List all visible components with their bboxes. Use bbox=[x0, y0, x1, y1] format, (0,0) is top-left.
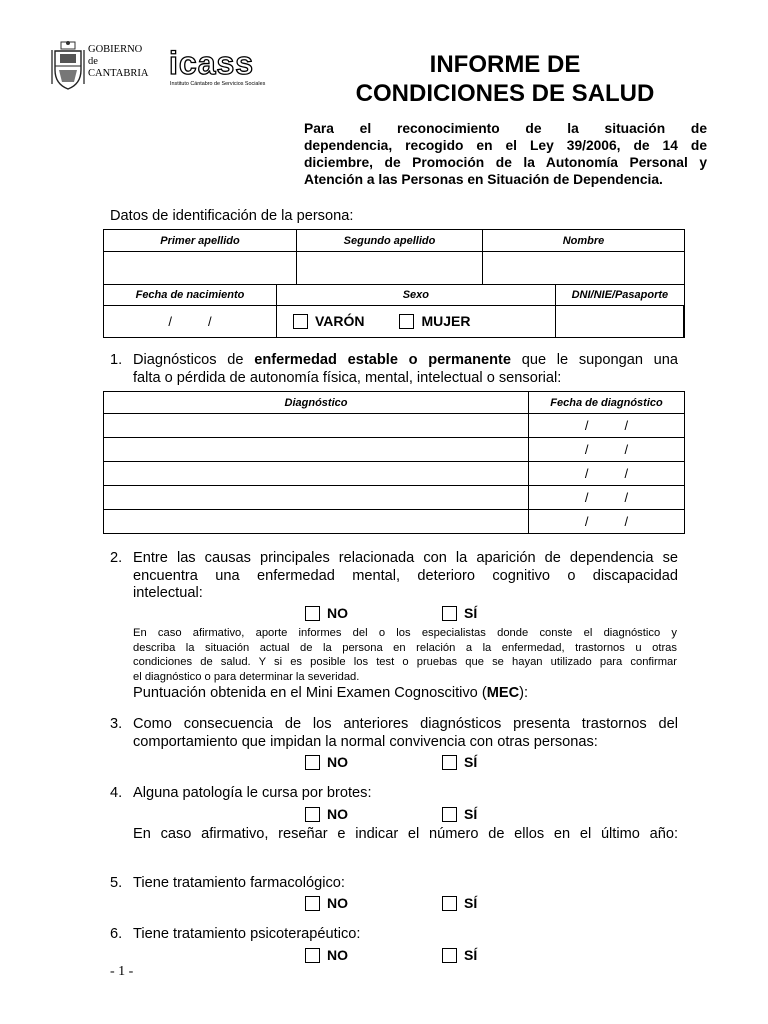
page-title-line-1: INFORME DE bbox=[429, 51, 581, 78]
dni-letter-field[interactable] bbox=[683, 306, 684, 338]
icass-logo bbox=[167, 40, 277, 92]
diagnosis-date-field[interactable] bbox=[529, 510, 685, 534]
diagnosis-date-field[interactable] bbox=[529, 414, 685, 438]
date-slashes: / / bbox=[584, 465, 629, 481]
q6-text: Tiene tratamiento psicoterapéutico: bbox=[133, 926, 361, 942]
mec-label-post: ): bbox=[519, 685, 529, 701]
q3-si-label: SÍ bbox=[464, 754, 478, 770]
varon-checkbox[interactable] bbox=[293, 314, 308, 329]
q2-options bbox=[305, 605, 348, 623]
coat-of-arms-icon bbox=[50, 40, 86, 92]
q2-no-label: NO bbox=[327, 605, 348, 621]
q6-no-checkbox[interactable] bbox=[305, 948, 320, 963]
q4-options-no bbox=[305, 806, 348, 824]
mec-label-pre: Puntuación obtenida en el Mini Examen Cognoscitivo ( bbox=[133, 685, 487, 701]
icass-wordmark: icass bbox=[169, 45, 255, 81]
gobierno-line-2: de bbox=[88, 56, 98, 67]
diagnosis-field[interactable] bbox=[104, 414, 529, 438]
q2-note-line: En caso afirmativo, aporte informes del o los especialistas donde conste el diagnóstico y bbox=[133, 627, 677, 639]
q2-options-si bbox=[442, 605, 477, 623]
q6-si-label: SÍ bbox=[464, 947, 478, 963]
q5-no-label: NO bbox=[327, 895, 348, 911]
q2-line: intelectual: bbox=[133, 585, 203, 601]
q2-si-checkbox[interactable] bbox=[442, 606, 457, 621]
gobierno-text bbox=[88, 44, 148, 80]
col-fecha-nacimiento: Fecha de nacimiento bbox=[104, 285, 277, 306]
q2-note-line: condiciones de salud. Y si es posible los test o pruebas que se hayan utilizado para confirmar bbox=[133, 656, 677, 668]
q4-followup-text: En caso afirmativo, reseñar e indicar el número de ellos en el último año: bbox=[133, 826, 678, 842]
diagnosis-date-field[interactable] bbox=[529, 486, 685, 510]
question-1 bbox=[110, 352, 678, 387]
question-6 bbox=[110, 926, 678, 944]
page-title-line-2: CONDICIONES DE SALUD bbox=[355, 80, 655, 107]
q3-line: Como consecuencia de los anteriores diagnósticos presenta trastornos del bbox=[133, 716, 678, 732]
intro-line: dependencia, recogido en el Ley 39/2006, de 14 de bbox=[304, 138, 707, 153]
q4-si-checkbox[interactable] bbox=[442, 807, 457, 822]
q5-si-label: SÍ bbox=[464, 895, 478, 911]
question-number: 6. bbox=[110, 926, 123, 942]
question-2 bbox=[110, 550, 678, 603]
mec-score-label bbox=[133, 685, 528, 701]
q4-options-si bbox=[442, 806, 477, 824]
question-number: 4. bbox=[110, 785, 123, 801]
q2-line: Entre las causas principales relacionada con la aparición de dependencia se bbox=[133, 550, 678, 566]
col-dni: DNI/NIE/Pasaporte bbox=[555, 285, 684, 306]
question-5 bbox=[110, 875, 678, 893]
col-fecha-diagnostico: Fecha de diagnóstico bbox=[529, 392, 685, 414]
col-diagnostico: Diagnóstico bbox=[104, 392, 529, 414]
gobierno-line-1: GOBIERNO bbox=[88, 44, 143, 55]
intro-paragraph bbox=[304, 120, 707, 188]
q5-text: Tiene tratamiento farmacológico: bbox=[133, 875, 345, 891]
q4-text: Alguna patología le cursa por brotes: bbox=[133, 785, 372, 801]
icass-subtitle: Instituto Cántabro de Servicios Sociales bbox=[170, 81, 266, 87]
q1-line-2: falta o pérdida de autonomía física, mental, intelectual o sensorial: bbox=[133, 369, 562, 386]
q2-note bbox=[133, 626, 677, 684]
gobierno-line-3: CANTABRIA bbox=[88, 68, 149, 79]
dni-field[interactable] bbox=[555, 306, 683, 338]
segundo-apellido-field[interactable] bbox=[297, 252, 483, 285]
col-nombre: Nombre bbox=[483, 230, 685, 252]
q5-si-checkbox[interactable] bbox=[442, 896, 457, 911]
date-slashes: / / bbox=[168, 313, 212, 329]
diagnosis-field[interactable] bbox=[104, 462, 529, 486]
q3-si-checkbox[interactable] bbox=[442, 755, 457, 770]
diagnosis-field[interactable] bbox=[104, 486, 529, 510]
q3-no-label: NO bbox=[327, 754, 348, 770]
q2-line: encuentra una enfermedad mental, deterioro cognitivo o discapacidad bbox=[133, 567, 678, 584]
q5-options-no bbox=[305, 895, 348, 913]
identification-table-top bbox=[103, 229, 685, 285]
col-sexo: Sexo bbox=[277, 285, 556, 306]
diagnosis-field[interactable] bbox=[104, 438, 529, 462]
col-segundo-apellido: Segundo apellido bbox=[297, 230, 483, 252]
q6-options-si bbox=[442, 947, 477, 965]
q6-si-checkbox[interactable] bbox=[442, 948, 457, 963]
mujer-label: MUJER bbox=[421, 312, 471, 329]
page-number: - 1 - bbox=[110, 964, 134, 979]
date-slashes: / / bbox=[584, 513, 629, 529]
q4-si-label: SÍ bbox=[464, 806, 478, 822]
q3-line: comportamiento que impidan la normal convivencia con otras personas: bbox=[133, 733, 598, 750]
intro-line: Atención a las Personas en Situación de Dependencia. bbox=[304, 172, 663, 187]
q1-text-post: que le supongan una bbox=[521, 352, 679, 368]
q2-no-checkbox[interactable] bbox=[305, 606, 320, 621]
question-3 bbox=[110, 716, 678, 751]
q4-no-checkbox[interactable] bbox=[305, 807, 320, 822]
diagnosis-field[interactable] bbox=[104, 510, 529, 534]
nombre-field[interactable] bbox=[483, 252, 685, 285]
q6-options-no bbox=[305, 947, 348, 965]
q3-options-si bbox=[442, 754, 477, 772]
varon-label: VARÓN bbox=[315, 312, 365, 329]
question-number: 5. bbox=[110, 875, 123, 891]
q2-note-line: describa la situación actual de la persona en relación a la enfermedad, trastornos u otras bbox=[133, 641, 677, 654]
diagnosis-table bbox=[103, 391, 685, 534]
question-number: 1. bbox=[110, 352, 123, 368]
identification-table-bottom bbox=[103, 284, 685, 338]
mec-label-bold: MEC bbox=[486, 685, 520, 701]
question-4 bbox=[110, 785, 678, 803]
intro-line: diciembre, de Promoción de la Autonomía Personal y bbox=[304, 155, 707, 170]
diagnosis-date-field[interactable] bbox=[529, 438, 685, 462]
question-number: 3. bbox=[110, 716, 123, 732]
q4-no-label: NO bbox=[327, 806, 348, 822]
date-slashes: / / bbox=[584, 441, 629, 457]
q1-line-1 bbox=[133, 352, 678, 370]
q2-note-line: el diagnóstico o para determinar la severidad. bbox=[133, 670, 360, 683]
intro-line: Para el reconocimiento de la situación de bbox=[304, 121, 707, 136]
q1-text-bold: enfermedad estable o permanente bbox=[254, 352, 511, 368]
date-slashes: / / bbox=[584, 489, 629, 505]
primer-apellido-field[interactable] bbox=[104, 252, 297, 285]
diagnosis-date-field[interactable] bbox=[529, 462, 685, 486]
q4-followup bbox=[133, 826, 678, 844]
question-number: 2. bbox=[110, 550, 123, 566]
identification-label: Datos de identificación de la persona: bbox=[110, 208, 354, 224]
q5-no-checkbox[interactable] bbox=[305, 896, 320, 911]
q6-no-label: NO bbox=[327, 947, 348, 963]
col-primer-apellido: Primer apellido bbox=[104, 230, 297, 252]
sexo-field bbox=[277, 306, 556, 338]
q3-options-no bbox=[305, 754, 348, 772]
mujer-checkbox[interactable] bbox=[399, 314, 414, 329]
q2-si-label: SÍ bbox=[464, 605, 478, 621]
q1-text-pre: Diagnósticos de bbox=[133, 352, 244, 368]
fecha-nacimiento-field[interactable] bbox=[104, 306, 277, 338]
q5-options-si bbox=[442, 895, 477, 913]
date-slashes: / / bbox=[584, 417, 629, 433]
q3-no-checkbox[interactable] bbox=[305, 755, 320, 770]
